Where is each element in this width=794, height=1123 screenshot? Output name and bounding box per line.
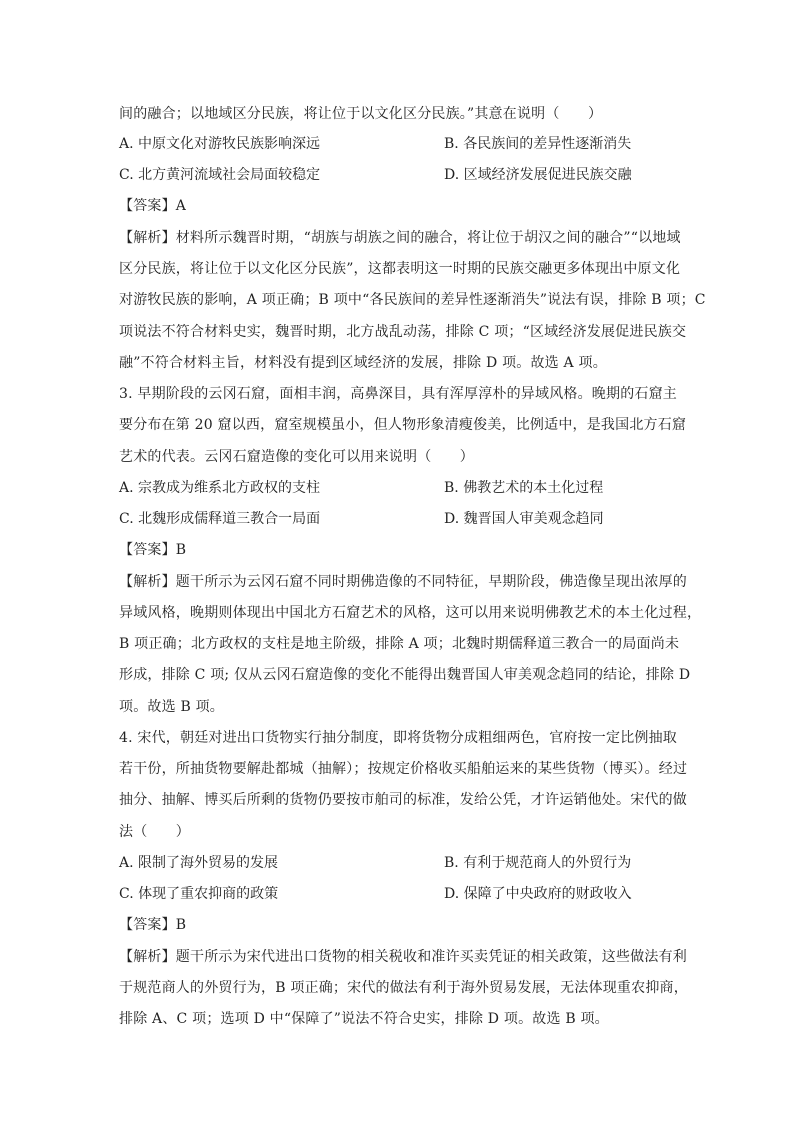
q3-option-b: B. 佛教艺术的本土化过程 [444,480,604,496]
q3-stem-line: 3. 早期阶段的云冈石窟，面相丰润，高鼻深目，具有浑厚淳朴的异域风格。晚期的石窟主 [119,386,678,402]
q2-analysis-line: 【解析】材料所示魏晋时期，“胡族与胡族之间的融合，将让位于胡汉之间的融合”“以地域 [119,230,681,246]
q2-option-d: D. 区域经济发展促进民族交融 [444,167,632,183]
q2-analysis-line: 区分民族，将让位于以文化区分民族”，这都表明这一时期的民族交融更多体现出中原文化 [119,261,681,277]
q2-option-a: A. 中原文化对游牧民族影响深远 [119,136,321,152]
q3-option-d: D. 魏晋国人审美观念趋同 [444,511,604,527]
q4-analysis-line: 【解析】题干所示为宋代进出口货物的相关税收和准许买卖凭证的相关政策，这些做法有利 [119,949,687,965]
q2-option-c: C. 北方黄河流域社会局面较稳定 [119,167,321,183]
q3-analysis-line: B 项正确；北方政权的支柱是地主阶级，排除 A 项；北魏时期儒释道三教合一的局面尚未 [119,636,680,652]
q2-stem-tail: 间的融合；以地域区分民族，将让位于以文化区分民族。”其意在说明（ ） [119,106,603,122]
q4-option-d: D. 保障了中央政府的财政收入 [444,886,632,902]
q4-option-a: A. 限制了海外贸易的发展 [119,855,279,871]
q3-analysis-line: 异域风格，晚期则体现出中国北方石窟艺术的风格，这可以用来说明佛教艺术的本土化过程， [119,605,702,621]
q3-stem-line: 艺术的代表。云冈石窟造像的变化可以用来说明（ ） [119,449,474,465]
q4-option-b: B. 有利于规范商人的外贸行为 [444,855,632,871]
q3-option-a: A. 宗教成为维系北方政权的支柱 [119,480,321,496]
q2-answer: 【答案】A [119,198,187,214]
q4-analysis-line: 于规范商人的外贸行为，B 项正确；宋代的做法有利于海外贸易发展，无法体现重农抑商， [119,980,688,996]
q4-stem-line: 若干份，所抽货物要解赴都城（抽解）；按规定价格收买船舶运来的某些货物（博买）。经过 [119,761,688,777]
q2-analysis-line: 对游牧民族的影响，A 项正确；B 项中“各民族间的差异性逐渐消失”说法有误，排除 B 项；C [119,292,706,308]
q4-answer: 【答案】B [119,917,187,933]
q3-analysis-line: 形成，排除 C 项; 仅从云冈石窟造像的变化不能得出魏晋国人审美观念趋同的结论，排除 D [119,667,691,683]
q2-analysis-line: 融”不符合材料主旨，材料没有提到区域经济的发展，排除 D 项。故选 A 项。 [119,355,607,371]
q4-stem-line: 4. 宋代，朝廷对进出口货物实行抽分制度，即将货物分成粗细两色，官府按一定比例抽取 [119,730,678,746]
q4-analysis-line: 排除 A、C 项；选项 D 中“保障了”说法不符合史实，排除 D 项。故选 B 项。 [119,1011,609,1027]
q4-option-c: C. 体现了重农抑商的政策 [119,886,279,902]
q3-analysis-line: 项。故选 B 项。 [119,699,224,715]
q2-analysis-line: 项说法不符合材料史实，魏晋时期，北方战乱动荡，排除 C 项；“区域经济发展促进民族交 [119,324,687,340]
q2-option-b: B. 各民族间的差异性逐渐消失 [444,136,632,152]
q4-stem-line: 法（ ） [119,824,190,840]
q3-answer: 【答案】B [119,542,187,558]
q3-stem-line: 要分布在第 20 窟以西，窟室规模虽小，但人物形象清瘦俊美，比例适中，是我国北方石窟 [119,417,687,433]
q3-analysis-line: 【解析】题干所示为云冈石窟不同时期佛造像的不同特征，早期阶段，佛造像呈现出浓厚的 [119,574,687,590]
q4-stem-line: 抽分、抽解、博买后所剩的货物仍要按市舶司的标准，发给公凭，才许运销他处。宋代的做 [119,792,687,808]
q3-option-c: C. 北魏形成儒释道三教合一局面 [119,511,321,527]
